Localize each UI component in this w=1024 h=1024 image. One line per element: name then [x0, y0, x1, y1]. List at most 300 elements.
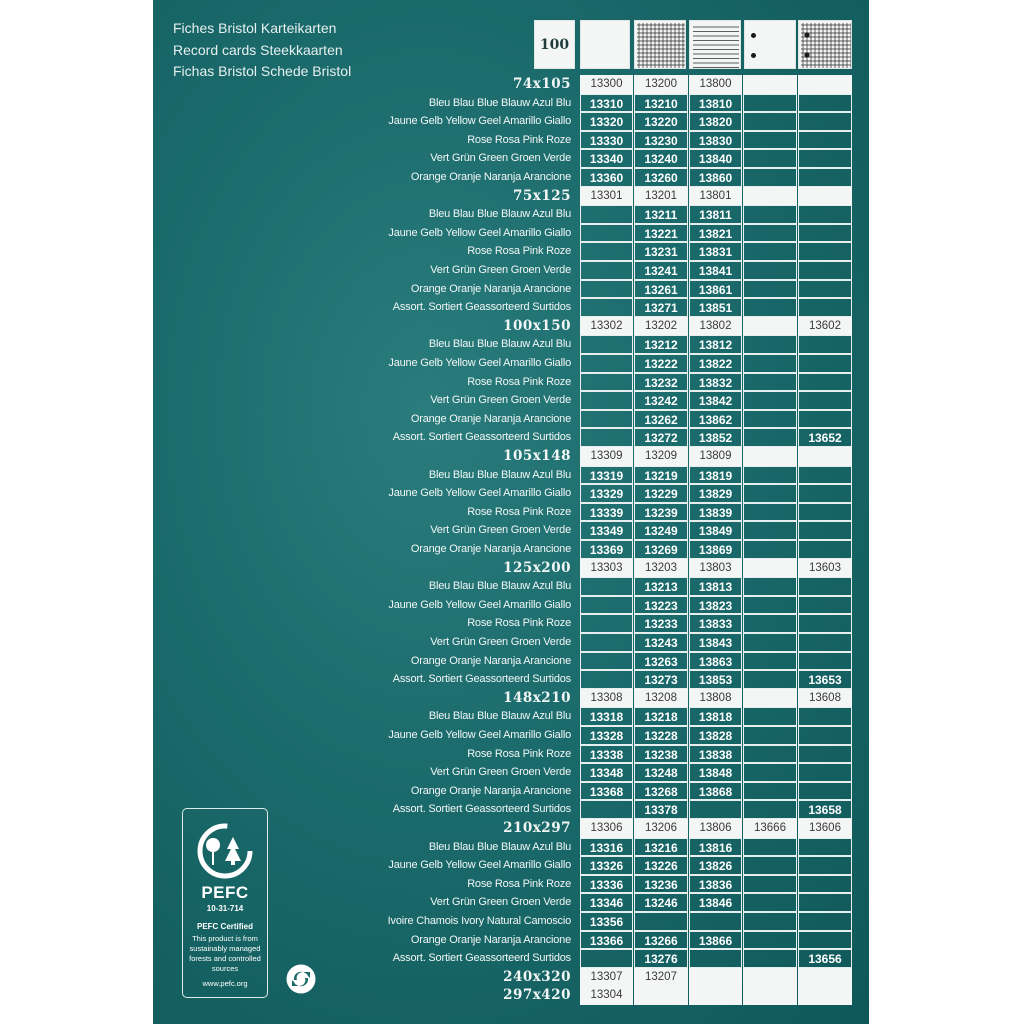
- color-row: [175, 931, 852, 950]
- reference-cell: 13218: [634, 707, 688, 726]
- reference-cell: 13306: [580, 819, 633, 838]
- reference-cell: 13658: [798, 800, 852, 819]
- reference-cell: [689, 949, 742, 968]
- reference-cell: [634, 986, 688, 1005]
- color-label: Orange Oranje Naranja Arancione: [410, 171, 571, 183]
- reference-cell: [743, 838, 797, 857]
- reference-cell: [798, 912, 852, 931]
- reference-cell: [798, 521, 852, 540]
- pefc-certified: PEFC Certified: [196, 922, 253, 931]
- color-row: [175, 782, 852, 801]
- reference-cell: 13239: [634, 503, 688, 522]
- reference-cell: 13839: [689, 503, 742, 522]
- reference-cell: 13262: [634, 410, 688, 429]
- reference-cell: 13263: [634, 652, 688, 671]
- reference-cell: [580, 391, 633, 410]
- reference-cell: [743, 205, 797, 224]
- reference-cell: [798, 94, 852, 113]
- reference-cell: [580, 224, 633, 243]
- pefc-url: www.pefc.org: [202, 979, 248, 988]
- size-label: 148x210: [503, 689, 571, 706]
- color-row: [175, 391, 852, 410]
- reference-cell: 13852: [689, 428, 742, 447]
- reference-cell: [743, 559, 797, 578]
- reference-cell: 13201: [634, 187, 688, 206]
- reference-cell: 13830: [689, 131, 742, 150]
- reference-cell: [743, 466, 797, 485]
- reference-cell: [798, 391, 852, 410]
- color-row: [175, 614, 852, 633]
- color-row: [175, 428, 852, 447]
- reference-cell: 13860: [689, 168, 742, 187]
- reference-cell: [798, 205, 852, 224]
- reference-cell: [580, 633, 633, 652]
- pefc-trees-logo-icon: [195, 821, 255, 881]
- reference-cell: [580, 410, 633, 429]
- reference-cell: [743, 670, 797, 689]
- reference-cell: 13307: [580, 968, 633, 987]
- color-label: Assort. Sortiert Geassorteerd Surtidos: [392, 301, 571, 314]
- reference-cell: 13819: [689, 466, 742, 485]
- reference-cell: [798, 856, 852, 875]
- reference-cell: 13348: [580, 763, 633, 782]
- color-row: [175, 912, 852, 931]
- recycle-icon: [285, 963, 317, 995]
- reference-cell: 13329: [580, 484, 633, 503]
- color-row: [175, 112, 852, 131]
- reference-cell: [743, 149, 797, 168]
- reference-cell: 13823: [689, 596, 742, 615]
- reference-cell: [743, 391, 797, 410]
- color-row: [175, 261, 852, 280]
- color-label: Rose Rosa Pink Roze: [467, 245, 571, 258]
- lined-card-icon: [689, 20, 741, 69]
- reference-cell: 13863: [689, 652, 742, 671]
- reference-cell: [798, 745, 852, 764]
- color-row: [175, 856, 852, 875]
- reference-cell: [743, 652, 797, 671]
- reference-cell: [798, 763, 852, 782]
- reference-cell: 13249: [634, 521, 688, 540]
- reference-cell: [743, 596, 797, 615]
- reference-cell: [743, 224, 797, 243]
- reference-cell: 13221: [634, 224, 688, 243]
- reference-cell: 13862: [689, 410, 742, 429]
- reference-cell: 13813: [689, 577, 742, 596]
- reference-cell: [798, 633, 852, 652]
- size-label: 100x150: [503, 317, 571, 334]
- color-label: Assort. Sortiert Geassorteerd Surtidos: [392, 803, 571, 816]
- color-label: Bleu Blau Blue Blauw Azul Blu: [428, 580, 571, 593]
- color-label: Bleu Blau Blue Blauw Azul Blu: [428, 208, 571, 221]
- reference-cell: 13308: [580, 689, 633, 708]
- reference-cell: [798, 838, 852, 857]
- reference-cell: [743, 410, 797, 429]
- reference-cell: [580, 280, 633, 299]
- reference-cell: 13202: [634, 317, 688, 336]
- reference-cell: [743, 373, 797, 392]
- reference-cell: 13360: [580, 168, 633, 187]
- reference-cell: 13842: [689, 391, 742, 410]
- color-row: [175, 373, 852, 392]
- reference-cell: 13207: [634, 968, 688, 987]
- reference-cell: 13276: [634, 949, 688, 968]
- color-label: Bleu Blau Blue Blauw Azul Blu: [428, 468, 571, 481]
- color-row: [175, 354, 852, 373]
- reference-cell: [798, 298, 852, 317]
- color-label: Orange Oranje Naranja Arancione: [410, 784, 571, 797]
- size-row: [175, 986, 852, 1005]
- size-row: [175, 447, 852, 466]
- size-row: [175, 559, 852, 578]
- reference-cell: [798, 280, 852, 299]
- reference-cell: 13602: [798, 317, 852, 336]
- color-row: [175, 410, 852, 429]
- title-block: [173, 18, 351, 83]
- title-line-2: Record cards Steekkaarten: [173, 41, 343, 58]
- reference-cell: 13304: [580, 986, 633, 1005]
- color-row: [175, 335, 852, 354]
- reference-cell: [798, 484, 852, 503]
- reference-cell: 13866: [689, 931, 742, 950]
- size-row: [175, 187, 852, 206]
- color-row: [175, 763, 852, 782]
- size-label: 105x148: [503, 448, 571, 464]
- reference-cell: [743, 893, 797, 912]
- reference-cell: [798, 261, 852, 280]
- reference-cell: 13216: [634, 838, 688, 857]
- reference-cell: 13328: [580, 726, 633, 745]
- reference-cell: 13818: [689, 707, 742, 726]
- reference-cell: 13300: [580, 75, 633, 94]
- reference-cell: [798, 131, 852, 150]
- reference-cell: 13238: [634, 745, 688, 764]
- reference-cell: [798, 968, 852, 987]
- reference-cell: 13230: [634, 131, 688, 150]
- reference-cell: [743, 540, 797, 559]
- color-row: [175, 131, 852, 150]
- size-label: 240x320: [503, 968, 571, 985]
- reference-cell: 13271: [634, 298, 688, 317]
- reference-cell: 13829: [689, 484, 742, 503]
- color-label: Bleu Blau Blue Blauw Azul Blu: [428, 840, 571, 853]
- color-label: Jaune Gelb Yellow Geel Amarillo Giallo: [388, 226, 571, 239]
- color-label: Vert Grün Green Groen Verde: [430, 766, 571, 779]
- color-label: Orange Oranje Naranja Arancione: [410, 282, 571, 295]
- reference-cell: 13220: [634, 112, 688, 131]
- reference-cell: 13213: [634, 577, 688, 596]
- reference-cell: 13268: [634, 782, 688, 801]
- reference-cell: 13309: [580, 447, 633, 466]
- color-row: [175, 949, 852, 968]
- size-row: [175, 689, 852, 708]
- reference-cell: 13808: [689, 689, 742, 708]
- reference-cell: [743, 745, 797, 764]
- reference-cell: [743, 521, 797, 540]
- pefc-code: 10-31-714: [206, 904, 244, 913]
- reference-cell: 13338: [580, 745, 633, 764]
- reference-cell: [798, 782, 852, 801]
- color-label: Vert Grün Green Groen Verde: [430, 896, 571, 909]
- reference-cell: 13868: [689, 782, 742, 801]
- title-line-1: Fiches Bristol Karteikarten: [173, 20, 337, 36]
- reference-cell: 13209: [634, 447, 688, 466]
- reference-cell: [743, 577, 797, 596]
- color-label: Jaune Gelb Yellow Geel Amarillo Giallo: [388, 357, 571, 369]
- reference-cell: [798, 652, 852, 671]
- color-row: [175, 596, 852, 615]
- reference-cell: [743, 503, 797, 522]
- reference-cell: 13303: [580, 559, 633, 578]
- reference-cell: [580, 373, 633, 392]
- reference-cell: 13330: [580, 131, 633, 150]
- reference-cell: [743, 689, 797, 708]
- reference-cell: 13822: [689, 354, 742, 373]
- color-label: Vert Grün Green Groen Verde: [430, 152, 571, 165]
- color-label: Jaune Gelb Yellow Geel Amarillo Giallo: [388, 115, 571, 128]
- size-label: 210x297: [503, 820, 571, 836]
- color-row: [175, 94, 852, 113]
- color-label: Assort. Sortiert Geassorteerd Surtidos: [392, 431, 571, 444]
- color-label: Orange Oranje Naranja Arancione: [410, 543, 571, 555]
- color-row: [175, 540, 852, 559]
- reference-cell: 13831: [689, 242, 742, 261]
- color-row: [175, 652, 852, 671]
- reference-cell: 13269: [634, 540, 688, 559]
- reference-cell: 13226: [634, 856, 688, 875]
- reference-cell: [580, 800, 633, 819]
- reference-cell: 13310: [580, 94, 633, 113]
- reference-cell: [743, 949, 797, 968]
- reference-cell: [743, 800, 797, 819]
- color-row: [175, 875, 852, 894]
- reference-cell: 13802: [689, 317, 742, 336]
- reference-cell: [798, 596, 852, 615]
- reference-cell: 13603: [798, 559, 852, 578]
- color-row: [175, 670, 852, 689]
- reference-cell: 13339: [580, 503, 633, 522]
- color-label: Ivoire Chamois Ivory Natural Camoscio: [387, 915, 571, 927]
- color-row: [175, 205, 852, 224]
- color-label: Vert Grün Green Groen Verde: [430, 636, 571, 648]
- reference-cell: 13320: [580, 112, 633, 131]
- reference-cell: [580, 205, 633, 224]
- reference-cell: 13349: [580, 521, 633, 540]
- reference-cell: 13836: [689, 875, 742, 894]
- color-row: [175, 726, 852, 745]
- grid-with-holes-icon: [798, 20, 852, 69]
- reference-cell: 13806: [689, 819, 742, 838]
- size-label: 297x420: [503, 987, 571, 1004]
- reference-cell: [798, 466, 852, 485]
- reference-cell: [743, 131, 797, 150]
- reference-cell: 13248: [634, 763, 688, 782]
- reference-cell: [798, 75, 852, 94]
- reference-cell: 13851: [689, 298, 742, 317]
- reference-cell: [743, 187, 797, 206]
- reference-cell: 13801: [689, 187, 742, 206]
- reference-cell: 13608: [798, 689, 852, 708]
- color-row: [175, 707, 852, 726]
- reference-cell: 13208: [634, 689, 688, 708]
- reference-cell: [743, 112, 797, 131]
- reference-cell: 13810: [689, 94, 742, 113]
- reference-cell: 13800: [689, 75, 742, 94]
- color-label: Rose Rosa Pink Roze: [467, 747, 571, 760]
- reference-cell: 13210: [634, 94, 688, 113]
- color-label: Orange Oranje Naranja Arancione: [410, 654, 571, 667]
- reference-cell: [743, 875, 797, 894]
- reference-cell: [743, 261, 797, 280]
- size-row: [175, 75, 852, 94]
- color-label: Assort. Sortiert Geassorteerd Surtidos: [392, 673, 571, 686]
- size-row: [175, 819, 852, 838]
- reference-cell: 13656: [798, 949, 852, 968]
- reference-cell: [798, 540, 852, 559]
- reference-cell: [580, 577, 633, 596]
- reference-cell: [798, 168, 852, 187]
- reference-cell: [798, 875, 852, 894]
- reference-cell: 13666: [743, 819, 797, 838]
- reference-cell: 13653: [798, 670, 852, 689]
- reference-cell: [580, 242, 633, 261]
- color-row: [175, 168, 852, 187]
- color-row: [175, 800, 852, 819]
- reference-cell: [743, 912, 797, 931]
- reference-cell: 13853: [689, 670, 742, 689]
- reference-cell: [798, 149, 852, 168]
- pefc-name: PEFC: [201, 883, 249, 902]
- size-label: 75x125: [512, 187, 571, 204]
- reference-cell: [743, 75, 797, 94]
- reference-cell: 13246: [634, 893, 688, 912]
- reference-cell: 13869: [689, 540, 742, 559]
- reference-cell: [743, 354, 797, 373]
- color-label: Rose Rosa Pink Roze: [467, 375, 571, 388]
- reference-cell: 13803: [689, 559, 742, 578]
- reference-cell: 13843: [689, 633, 742, 652]
- reference-cell: 13366: [580, 931, 633, 950]
- reference-cell: 13840: [689, 149, 742, 168]
- reference-cell: 13846: [689, 893, 742, 912]
- reference-cell: 13326: [580, 856, 633, 875]
- reference-cell: [743, 614, 797, 633]
- color-label: Bleu Blau Blue Blauw Azul Blu: [428, 338, 571, 351]
- reference-cell: 13821: [689, 224, 742, 243]
- reference-cell: [743, 968, 797, 987]
- reference-cell: 13261: [634, 280, 688, 299]
- color-row: [175, 521, 852, 540]
- reference-cell: [798, 986, 852, 1005]
- reference-cell: [580, 428, 633, 447]
- reference-cell: 13272: [634, 428, 688, 447]
- reference-cell: 13316: [580, 838, 633, 857]
- color-label: Vert Grün Green Groen Verde: [430, 524, 571, 537]
- color-label: Rose Rosa Pink Roze: [467, 617, 571, 630]
- color-label: Jaune Gelb Yellow Geel Amarillo Giallo: [388, 598, 571, 611]
- reference-cell: [689, 986, 742, 1005]
- color-label: Assort. Sortiert Geassorteerd Surtidos: [392, 952, 571, 965]
- reference-cell: 13378: [634, 800, 688, 819]
- punched-holes-icon: [744, 20, 796, 69]
- color-label: Jaune Gelb Yellow Geel Amarillo Giallo: [388, 729, 571, 741]
- reference-cell: 13318: [580, 707, 633, 726]
- reference-cell: [743, 484, 797, 503]
- title-line-3: Fichas Bristol Schede Bristol: [173, 63, 352, 79]
- color-row: [175, 838, 852, 857]
- reference-cell: [798, 577, 852, 596]
- reference-cell: [798, 707, 852, 726]
- color-label: Vert Grün Green Groen Verde: [430, 264, 571, 276]
- reference-cell: [798, 224, 852, 243]
- reference-cell: 13652: [798, 428, 852, 447]
- reference-cell: 13826: [689, 856, 742, 875]
- color-row: [175, 577, 852, 596]
- size-row: [175, 317, 852, 336]
- reference-cell: 13229: [634, 484, 688, 503]
- reference-cell: [798, 354, 852, 373]
- reference-cell: [798, 335, 852, 354]
- color-label: Bleu Blau Blue Blauw Azul Blu: [428, 96, 571, 109]
- reference-cell: [580, 354, 633, 373]
- reference-cell: 13606: [798, 819, 852, 838]
- color-row: [175, 280, 852, 299]
- color-label: Rose Rosa Pink Roze: [467, 877, 571, 890]
- reference-cell: [580, 670, 633, 689]
- reference-cell: [743, 298, 797, 317]
- reference-cell: [798, 614, 852, 633]
- reference-cell: [580, 596, 633, 615]
- color-row: [175, 466, 852, 485]
- color-row: [175, 745, 852, 764]
- reference-cell: [743, 782, 797, 801]
- reference-cell: 13260: [634, 168, 688, 187]
- reference-cell: [580, 652, 633, 671]
- size-row: [175, 968, 852, 987]
- reference-cell: 13242: [634, 391, 688, 410]
- color-label: Rose Rosa Pink Roze: [467, 133, 571, 146]
- pefc-text: This product is from sustainably managed forests and controlled sources: [189, 934, 261, 973]
- color-row: [175, 484, 852, 503]
- reference-cell: 13849: [689, 521, 742, 540]
- reference-cell: [743, 242, 797, 261]
- reference-cell: [743, 168, 797, 187]
- reference-cell: [798, 893, 852, 912]
- size-label: 74x105: [512, 76, 571, 92]
- reference-cell: 13240: [634, 149, 688, 168]
- reference-cell: [798, 726, 852, 745]
- reference-cell: 13266: [634, 931, 688, 950]
- reference-cell: [580, 261, 633, 280]
- reference-cell: 13236: [634, 875, 688, 894]
- size-label: 125x200: [503, 559, 571, 576]
- reference-cell: [743, 763, 797, 782]
- color-row: [175, 893, 852, 912]
- reference-cell: [743, 707, 797, 726]
- reference-cell: 13203: [634, 559, 688, 578]
- reference-cell: [689, 968, 742, 987]
- color-row: [175, 242, 852, 261]
- reference-cell: 13340: [580, 149, 633, 168]
- color-row: [175, 298, 852, 317]
- reference-cell: [798, 187, 852, 206]
- reference-cell: [743, 726, 797, 745]
- reference-cell: 13319: [580, 466, 633, 485]
- color-label: Orange Oranje Naranja Arancione: [410, 412, 571, 425]
- reference-cell: [743, 280, 797, 299]
- reference-cell: 13223: [634, 596, 688, 615]
- reference-cell: 13233: [634, 614, 688, 633]
